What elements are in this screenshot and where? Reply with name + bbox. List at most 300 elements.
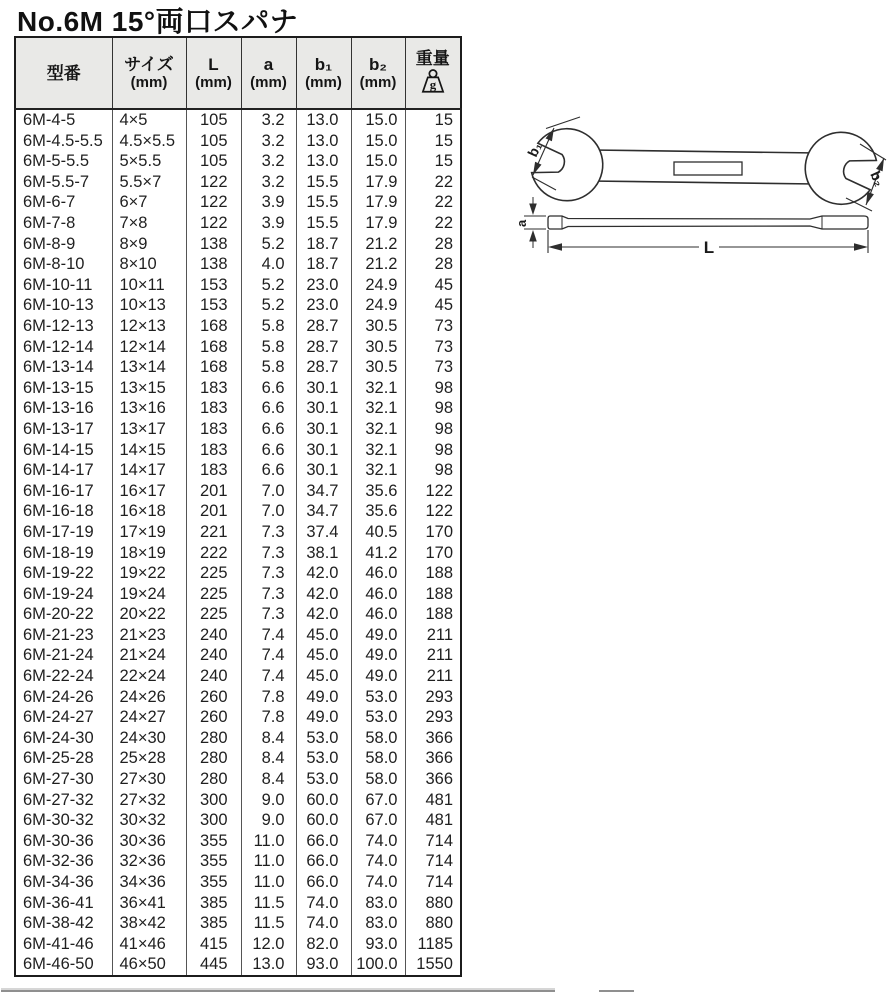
- table-cell: 28.7: [296, 316, 351, 337]
- table-cell: 714: [405, 851, 461, 872]
- table-cell: 13.0: [296, 151, 351, 172]
- table-cell: 15.0: [351, 131, 405, 152]
- table-cell: 6M-34-36: [15, 872, 112, 893]
- table-cell: 8.4: [241, 769, 296, 790]
- table-cell: 83.0: [351, 913, 405, 934]
- table-cell: 880: [405, 913, 461, 934]
- table-cell: 8.4: [241, 748, 296, 769]
- table-cell: 714: [405, 872, 461, 893]
- table-cell: 5.2: [241, 275, 296, 296]
- table-cell: 32.1: [351, 378, 405, 399]
- table-cell: 6M-38-42: [15, 913, 112, 934]
- b1-header-label: b₁: [314, 55, 333, 74]
- table-cell: 32.1: [351, 440, 405, 461]
- table-cell: 5.8: [241, 316, 296, 337]
- table-cell: 6M-30-36: [15, 831, 112, 852]
- table-cell: 260: [186, 687, 241, 708]
- table-row: [15, 234, 461, 255]
- table-row: [15, 954, 461, 976]
- table-cell: 21×23: [112, 625, 186, 646]
- table-cell: 60.0: [296, 810, 351, 831]
- table-cell: 34.7: [296, 481, 351, 502]
- table-row: [15, 666, 461, 687]
- table-cell: 30.5: [351, 337, 405, 358]
- table-cell: 14×15: [112, 440, 186, 461]
- table-cell: 6M-14-17: [15, 460, 112, 481]
- table-cell: 105: [186, 131, 241, 152]
- table-cell: 34×36: [112, 872, 186, 893]
- table-cell: 58.0: [351, 748, 405, 769]
- col-header-b2: [351, 37, 405, 109]
- table-cell: 24×26: [112, 687, 186, 708]
- table-row: [15, 584, 461, 605]
- table-cell: 45: [405, 295, 461, 316]
- table-cell: 6M-13-16: [15, 398, 112, 419]
- table-cell: 415: [186, 934, 241, 955]
- table-cell: 49.0: [351, 666, 405, 687]
- table-cell: 9.0: [241, 790, 296, 811]
- table-cell: 13.0: [296, 131, 351, 152]
- table-row: [15, 398, 461, 419]
- table-cell: 6M-10-11: [15, 275, 112, 296]
- table-cell: 24.9: [351, 295, 405, 316]
- table-cell: 38.1: [296, 542, 351, 563]
- table-cell: 13×16: [112, 398, 186, 419]
- table-cell: 74.0: [351, 831, 405, 852]
- table-cell: 211: [405, 645, 461, 666]
- table-cell: 240: [186, 645, 241, 666]
- table-cell: 5×5.5: [112, 151, 186, 172]
- table-cell: 3.2: [241, 172, 296, 193]
- dim-b2-label: b₂: [867, 168, 888, 189]
- weight-icon: [419, 69, 447, 93]
- table-cell: 6M-13-15: [15, 378, 112, 399]
- table-cell: 7.0: [241, 501, 296, 522]
- table-cell: 24×27: [112, 707, 186, 728]
- table-cell: 6M-30-32: [15, 810, 112, 831]
- table-cell: 14×17: [112, 460, 186, 481]
- table-cell: 8×9: [112, 234, 186, 255]
- table-cell: 30.1: [296, 378, 351, 399]
- table-cell: 32.1: [351, 460, 405, 481]
- table-cell: 5.2: [241, 234, 296, 255]
- table-cell: 6.6: [241, 440, 296, 461]
- table-cell: 714: [405, 831, 461, 852]
- table-cell: 3.2: [241, 151, 296, 172]
- table-cell: 42.0: [296, 584, 351, 605]
- table-cell: 13×15: [112, 378, 186, 399]
- table-cell: 53.0: [296, 728, 351, 749]
- table-row: [15, 481, 461, 502]
- table-cell: 74.0: [296, 893, 351, 914]
- table-cell: 6M-14-15: [15, 440, 112, 461]
- table-row: [15, 707, 461, 728]
- col-header-L: [186, 37, 241, 109]
- table-cell: 385: [186, 893, 241, 914]
- table-cell: 18×19: [112, 542, 186, 563]
- table-cell: 122: [186, 213, 241, 234]
- a-header-unit: (mm): [250, 74, 287, 91]
- table-row: [15, 563, 461, 584]
- table-cell: 222: [186, 542, 241, 563]
- table-cell: 100.0: [351, 954, 405, 976]
- table-cell: 138: [186, 234, 241, 255]
- table-cell: 7.8: [241, 687, 296, 708]
- table-cell: 6M-12-14: [15, 337, 112, 358]
- dim-a-label: a: [514, 219, 529, 227]
- header-row: [15, 37, 461, 109]
- table-cell: 880: [405, 893, 461, 914]
- table-cell: 6.6: [241, 378, 296, 399]
- table-cell: 6M-21-24: [15, 645, 112, 666]
- col-header-size: [112, 37, 186, 109]
- col-header-model: [15, 37, 112, 109]
- table-cell: 3.2: [241, 109, 296, 131]
- table-cell: 17.9: [351, 192, 405, 213]
- table-cell: 13×17: [112, 419, 186, 440]
- table-cell: 53.0: [351, 707, 405, 728]
- table-cell: 240: [186, 625, 241, 646]
- table-cell: 7.4: [241, 645, 296, 666]
- table-cell: 49.0: [351, 645, 405, 666]
- table-cell: 32.1: [351, 419, 405, 440]
- table-cell: 19×22: [112, 563, 186, 584]
- col-header-a: [241, 37, 296, 109]
- table-cell: 58.0: [351, 769, 405, 790]
- table-cell: 6M-16-18: [15, 501, 112, 522]
- table-cell: 28: [405, 254, 461, 275]
- table-cell: 27×32: [112, 790, 186, 811]
- table-cell: 280: [186, 748, 241, 769]
- table-cell: 6M-27-30: [15, 769, 112, 790]
- table-cell: 46.0: [351, 584, 405, 605]
- table-cell: 170: [405, 542, 461, 563]
- table-cell: 7.3: [241, 542, 296, 563]
- table-cell: 7.3: [241, 584, 296, 605]
- table-cell: 21.2: [351, 254, 405, 275]
- table-cell: 12.0: [241, 934, 296, 955]
- table-cell: 17.9: [351, 172, 405, 193]
- table-cell: 49.0: [351, 625, 405, 646]
- table-row: [15, 192, 461, 213]
- table-cell: 6M-12-13: [15, 316, 112, 337]
- table-cell: 11.0: [241, 851, 296, 872]
- wrench-side-view: [548, 216, 868, 229]
- table-cell: 10×13: [112, 295, 186, 316]
- table-cell: 60.0: [296, 790, 351, 811]
- table-cell: 30.1: [296, 398, 351, 419]
- table-cell: 30.1: [296, 440, 351, 461]
- table-cell: 3.9: [241, 192, 296, 213]
- table-cell: 201: [186, 501, 241, 522]
- table-cell: 21.2: [351, 234, 405, 255]
- dim-L-label: L: [703, 238, 715, 257]
- table-cell: 6M-13-17: [15, 419, 112, 440]
- table-row: [15, 357, 461, 378]
- table-row: [15, 275, 461, 296]
- table-cell: 6M-8-10: [15, 254, 112, 275]
- spec-table: [14, 36, 462, 977]
- table-cell: 6M-4-5: [15, 109, 112, 131]
- table-cell: 6M-25-28: [15, 748, 112, 769]
- table-row: [15, 851, 461, 872]
- table-cell: 293: [405, 707, 461, 728]
- table-cell: 6M-18-19: [15, 542, 112, 563]
- table-row: [15, 501, 461, 522]
- dim-b1-label: b₁: [524, 139, 545, 160]
- table-cell: 36×41: [112, 893, 186, 914]
- table-cell: 42.0: [296, 563, 351, 584]
- table-cell: 225: [186, 584, 241, 605]
- table-cell: 300: [186, 790, 241, 811]
- table-cell: 6M-4.5-5.5: [15, 131, 112, 152]
- table-cell: 11.5: [241, 893, 296, 914]
- wrench-handle: [590, 150, 818, 184]
- col-header-weight: [405, 37, 461, 109]
- table-cell: 6M-19-22: [15, 563, 112, 584]
- table-cell: 24.9: [351, 275, 405, 296]
- table-cell: 98: [405, 440, 461, 461]
- table-cell: 30.5: [351, 316, 405, 337]
- table-row: [15, 625, 461, 646]
- table-cell: 3.9: [241, 213, 296, 234]
- table-cell: 4.0: [241, 254, 296, 275]
- table-cell: 225: [186, 604, 241, 625]
- table-cell: 280: [186, 769, 241, 790]
- table-cell: 1550: [405, 954, 461, 976]
- table-cell: 6M-36-41: [15, 893, 112, 914]
- table-cell: 22: [405, 213, 461, 234]
- table-cell: 188: [405, 604, 461, 625]
- table-cell: 66.0: [296, 851, 351, 872]
- table-cell: 385: [186, 913, 241, 934]
- table-cell: 15.5: [296, 172, 351, 193]
- table-cell: 138: [186, 254, 241, 275]
- table-cell: 20×22: [112, 604, 186, 625]
- table-cell: 7.4: [241, 625, 296, 646]
- table-cell: 19×24: [112, 584, 186, 605]
- table-cell: 53.0: [296, 748, 351, 769]
- table-row: [15, 769, 461, 790]
- table-cell: 211: [405, 625, 461, 646]
- table-cell: 16×17: [112, 481, 186, 502]
- table-cell: 74.0: [351, 851, 405, 872]
- table-cell: 74.0: [296, 913, 351, 934]
- table-row: [15, 213, 461, 234]
- table-cell: 18.7: [296, 234, 351, 255]
- table-cell: 6.6: [241, 398, 296, 419]
- table-cell: 98: [405, 398, 461, 419]
- table-cell: 24×30: [112, 728, 186, 749]
- table-cell: 7.3: [241, 563, 296, 584]
- table-cell: 42.0: [296, 604, 351, 625]
- table-row: [15, 872, 461, 893]
- table-row: [15, 831, 461, 852]
- table-row: [15, 295, 461, 316]
- table-cell: 35.6: [351, 481, 405, 502]
- table-cell: 67.0: [351, 790, 405, 811]
- gram-unit-label: g: [429, 76, 436, 92]
- table-cell: 93.0: [351, 934, 405, 955]
- table-cell: 280: [186, 728, 241, 749]
- table-cell: 53.0: [296, 769, 351, 790]
- table-cell: 17×19: [112, 522, 186, 543]
- table-cell: 355: [186, 872, 241, 893]
- table-cell: 183: [186, 378, 241, 399]
- table-cell: 7.3: [241, 604, 296, 625]
- table-cell: 13×14: [112, 357, 186, 378]
- table-cell: 6M-13-14: [15, 357, 112, 378]
- table-cell: 6M-17-19: [15, 522, 112, 543]
- table-cell: 15.5: [296, 192, 351, 213]
- table-cell: 170: [405, 522, 461, 543]
- table-cell: 6M-32-36: [15, 851, 112, 872]
- table-row: [15, 645, 461, 666]
- table-cell: 9.0: [241, 810, 296, 831]
- table-row: [15, 522, 461, 543]
- table-cell: 260: [186, 707, 241, 728]
- table-cell: 183: [186, 440, 241, 461]
- table-cell: 122: [186, 172, 241, 193]
- table-row: [15, 893, 461, 914]
- table-cell: 22: [405, 172, 461, 193]
- table-cell: 6×7: [112, 192, 186, 213]
- table-cell: 6M-10-13: [15, 295, 112, 316]
- table-cell: 23.0: [296, 275, 351, 296]
- table-cell: 23.0: [296, 295, 351, 316]
- table-row: [15, 131, 461, 152]
- table-cell: 6M-41-46: [15, 934, 112, 955]
- table-cell: 98: [405, 378, 461, 399]
- table-row: [15, 254, 461, 275]
- table-cell: 11.5: [241, 913, 296, 934]
- table-cell: 355: [186, 831, 241, 852]
- table-cell: 67.0: [351, 810, 405, 831]
- table-cell: 7.0: [241, 481, 296, 502]
- table-cell: 300: [186, 810, 241, 831]
- table-cell: 82.0: [296, 934, 351, 955]
- table-cell: 153: [186, 275, 241, 296]
- table-cell: 45: [405, 275, 461, 296]
- table-cell: 6M-24-27: [15, 707, 112, 728]
- table-cell: 28: [405, 234, 461, 255]
- table-cell: 15: [405, 131, 461, 152]
- table-cell: 83.0: [351, 893, 405, 914]
- table-row: [15, 748, 461, 769]
- size-header-unit: (mm): [130, 74, 168, 91]
- table-cell: 46.0: [351, 604, 405, 625]
- table-cell: 41×46: [112, 934, 186, 955]
- table-cell: 6M-24-26: [15, 687, 112, 708]
- table-cell: 25×28: [112, 748, 186, 769]
- table-row: [15, 604, 461, 625]
- table-cell: 481: [405, 810, 461, 831]
- table-row: [15, 316, 461, 337]
- table-cell: 21×24: [112, 645, 186, 666]
- table-cell: 183: [186, 460, 241, 481]
- table-cell: 45.0: [296, 645, 351, 666]
- table-cell: 122: [405, 481, 461, 502]
- table-cell: 5.8: [241, 357, 296, 378]
- table-cell: 221: [186, 522, 241, 543]
- table-row: [15, 460, 461, 481]
- table-cell: 188: [405, 563, 461, 584]
- model-header-label: 型番: [46, 63, 81, 83]
- table-row: [15, 790, 461, 811]
- table-cell: 5.2: [241, 295, 296, 316]
- table-cell: 37.4: [296, 522, 351, 543]
- table-cell: 28.7: [296, 337, 351, 358]
- table-cell: 6M-6-7: [15, 192, 112, 213]
- table-cell: 6M-7-8: [15, 213, 112, 234]
- table-cell: 293: [405, 687, 461, 708]
- weight-header-label: 重量: [415, 48, 450, 68]
- table-cell: 27×30: [112, 769, 186, 790]
- table-row: [15, 419, 461, 440]
- table-cell: 38×42: [112, 913, 186, 934]
- table-cell: 74.0: [351, 872, 405, 893]
- table-cell: 366: [405, 748, 461, 769]
- table-cell: 6M-19-24: [15, 584, 112, 605]
- table-cell: 168: [186, 357, 241, 378]
- table-row: [15, 810, 461, 831]
- table-row: [15, 728, 461, 749]
- table-cell: 32.1: [351, 398, 405, 419]
- table-cell: 40.5: [351, 522, 405, 543]
- table-cell: 168: [186, 316, 241, 337]
- table-cell: 46.0: [351, 563, 405, 584]
- b2-header-unit: (mm): [359, 74, 397, 91]
- table-cell: 93.0: [296, 954, 351, 976]
- table-cell: 366: [405, 728, 461, 749]
- table-cell: 46×50: [112, 954, 186, 976]
- table-row: [15, 337, 461, 358]
- table-cell: 8×10: [112, 254, 186, 275]
- table-cell: 73: [405, 357, 461, 378]
- table-cell: 58.0: [351, 728, 405, 749]
- table-cell: 153: [186, 295, 241, 316]
- table-cell: 45.0: [296, 666, 351, 687]
- table-cell: 183: [186, 398, 241, 419]
- table-cell: 4×5: [112, 109, 186, 131]
- table-cell: 66.0: [296, 831, 351, 852]
- table-cell: 4.5×5.5: [112, 131, 186, 152]
- table-row: [15, 913, 461, 934]
- table-cell: 13.0: [296, 109, 351, 131]
- table-cell: 41.2: [351, 542, 405, 563]
- table-cell: 11.0: [241, 831, 296, 852]
- table-cell: 17.9: [351, 213, 405, 234]
- table-cell: 6M-5-5.5: [15, 151, 112, 172]
- table-row: [15, 687, 461, 708]
- table-cell: 49.0: [296, 687, 351, 708]
- table-cell: 3.2: [241, 131, 296, 152]
- table-cell: 30×32: [112, 810, 186, 831]
- table-cell: 32×36: [112, 851, 186, 872]
- col-header-b1: [296, 37, 351, 109]
- table-cell: 6.6: [241, 460, 296, 481]
- table-cell: 225: [186, 563, 241, 584]
- bottom-rule-short: [599, 990, 634, 992]
- table-cell: 7.8: [241, 707, 296, 728]
- table-row: [15, 440, 461, 461]
- page-title: No.6M 15°両口スパナ: [17, 6, 299, 37]
- L-header-unit: (mm): [195, 74, 232, 91]
- table-cell: 481: [405, 790, 461, 811]
- table-cell: 98: [405, 460, 461, 481]
- table-cell: 6M-24-30: [15, 728, 112, 749]
- table-cell: 105: [186, 151, 241, 172]
